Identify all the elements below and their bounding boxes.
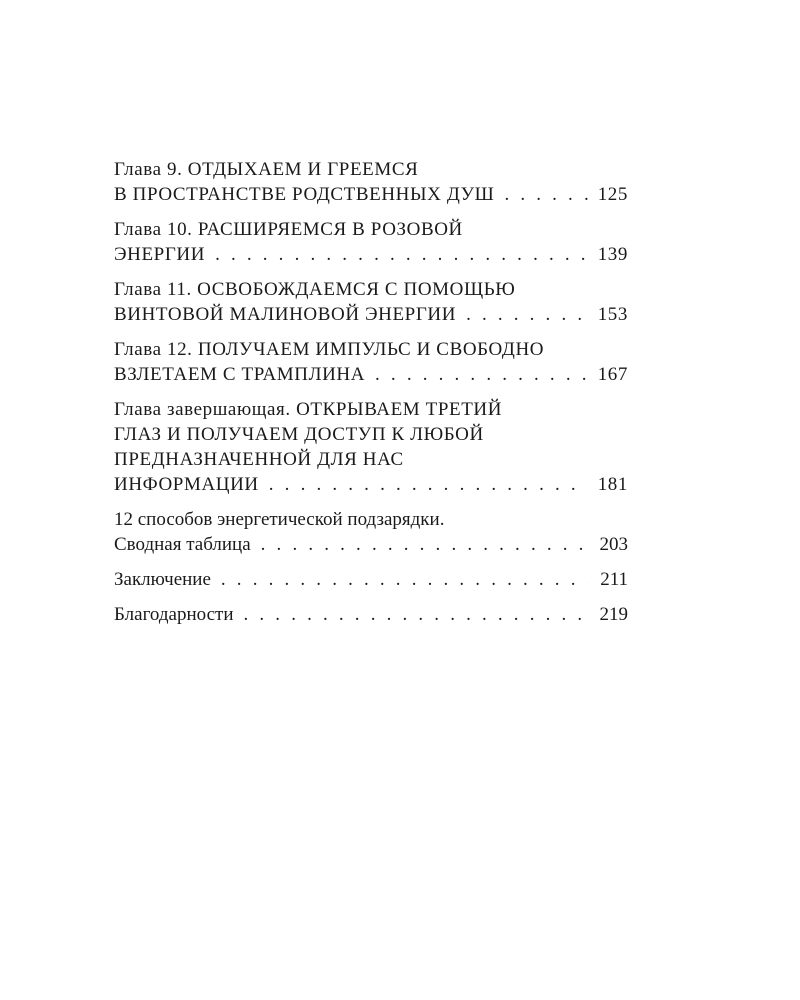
dot-leader — [466, 302, 588, 327]
dot-leader — [269, 472, 588, 497]
toc-entry-conclusion[interactable] — [114, 567, 628, 592]
entry-title-line: Глава 11. ОСВОБОЖДАЕМСЯ С ПОМОЩЬЮ — [114, 279, 516, 300]
toc-entry-chapter-9[interactable] — [114, 157, 628, 207]
dot-leader — [261, 532, 588, 557]
entry-title-line: ГЛАЗ И ПОЛУЧАЕМ ДОСТУП К ЛЮБОЙ — [114, 424, 484, 445]
page-number: 211 — [600, 569, 628, 590]
toc-entry-chapter-10[interactable] — [114, 217, 628, 267]
entry-title-line: ВЗЛЕТАЕМ С ТРАМПЛИНА — [114, 364, 366, 385]
dot-leader — [215, 242, 588, 267]
dot-leader — [504, 182, 588, 207]
page-number: 167 — [597, 364, 628, 385]
toc-entry-acknowledgements[interactable] — [114, 602, 628, 627]
entry-title-line: Глава 12. ПОЛУЧАЕМ ИМПУЛЬС И СВОБОДНО — [114, 339, 545, 360]
entry-title-line: ИНФОРМАЦИИ — [114, 474, 259, 495]
entry-title-line: ВИНТОВОЙ МАЛИНОВОЙ ЭНЕРГИИ — [114, 304, 457, 325]
entry-title-line: Глава 10. РАСШИРЯЕМСЯ В РОЗОВОЙ — [114, 219, 463, 240]
dot-leader — [221, 567, 588, 592]
entry-title-line: Глава завершающая. ОТКРЫВАЕМ ТРЕТИЙ — [114, 399, 503, 420]
entry-title-line: Заключение — [114, 569, 211, 590]
toc-entry-chapter-11[interactable] — [114, 277, 628, 327]
entry-title-line: Благодарности — [114, 604, 234, 625]
entry-title-line: ЭНЕРГИИ — [114, 244, 206, 265]
toc-entry-recharge-methods[interactable] — [114, 507, 628, 557]
page-number: 203 — [599, 534, 628, 555]
entry-title-line: 12 способов энергетической подзарядки. — [114, 509, 445, 530]
toc-entry-final-chapter[interactable] — [114, 397, 628, 497]
table-of-contents — [114, 157, 628, 637]
page-number: 219 — [599, 604, 628, 625]
entry-title-line: ПРЕДНАЗНАЧЕННОЙ ДЛЯ НАС — [114, 449, 404, 470]
page-number: 181 — [597, 474, 628, 495]
page-number: 139 — [597, 244, 628, 265]
dot-leader — [244, 602, 589, 627]
entry-title-line: Сводная таблица — [114, 534, 251, 555]
dot-leader — [375, 362, 588, 387]
page-number: 153 — [597, 304, 628, 325]
entry-title-line: Глава 9. ОТДЫХАЕМ И ГРЕЕМСЯ — [114, 159, 419, 180]
toc-entry-chapter-12[interactable] — [114, 337, 628, 387]
entry-title-line: В ПРОСТРАНСТВЕ РОДСТВЕННЫХ ДУШ — [114, 184, 495, 205]
page-number: 125 — [597, 184, 628, 205]
